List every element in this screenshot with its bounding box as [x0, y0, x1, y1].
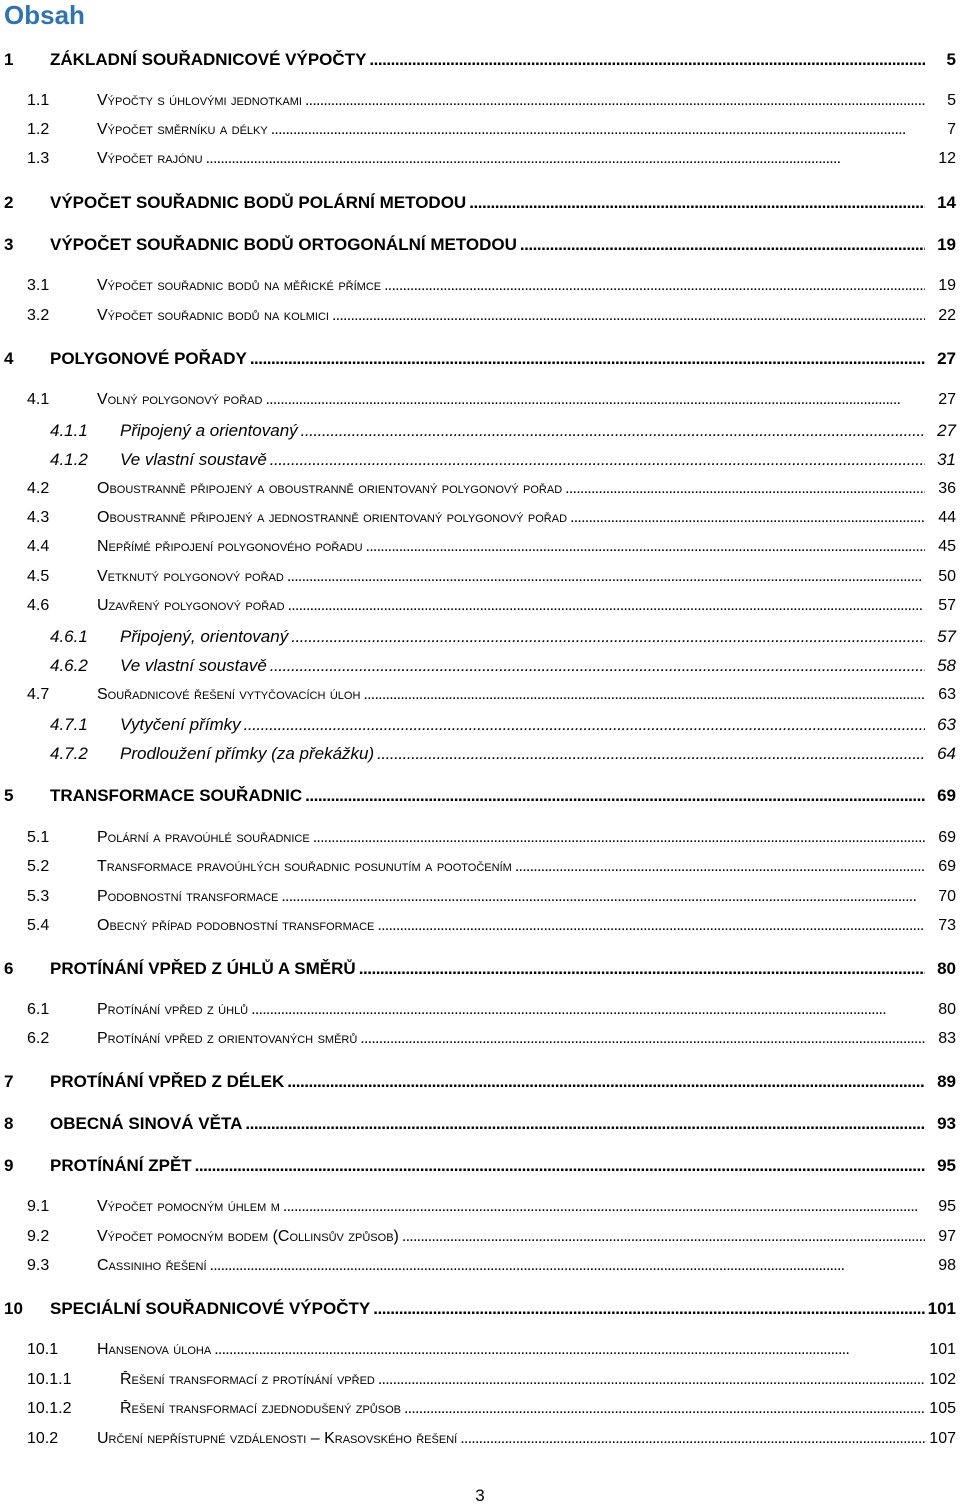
toc-entry-page: 31: [937, 450, 956, 469]
toc-entry-number: 4.7.1: [50, 715, 88, 734]
toc-dot-leader: [565, 480, 925, 498]
toc-entry-title: Protínání vpřed z orientovaných směrů: [97, 1030, 358, 1047]
toc-dot-leader: [366, 538, 925, 556]
toc-dot-leader: [378, 1371, 925, 1389]
toc-entry[interactable]: [0, 235, 960, 259]
toc-entry[interactable]: [0, 1430, 960, 1454]
toc-entry-number: 7: [4, 1072, 14, 1091]
toc-entry-title: TRANSFORMACE SOUŘADNIC: [50, 786, 303, 805]
toc-entry[interactable]: [0, 121, 960, 145]
toc-entry-title: PROTÍNÁNÍ VPŘED Z DÉLEK: [50, 1072, 285, 1091]
toc-entry-label: [50, 1114, 925, 1134]
toc-entry[interactable]: [0, 1228, 960, 1252]
toc-dot-leader: [287, 568, 925, 586]
toc-entry[interactable]: [0, 1030, 960, 1054]
toc-entry-label: [120, 421, 925, 441]
toc-dot-leader: [250, 349, 925, 369]
toc-title: Obsah: [4, 0, 85, 30]
toc-entry-number: 1.3: [27, 150, 50, 167]
toc-entry-page: 98: [938, 1257, 956, 1274]
toc-entry-page: 93: [937, 1114, 956, 1133]
toc-entry-title: Oboustranně připojený a jednostranně orientovaný polygonový pořad: [97, 509, 568, 526]
toc-entry-title: Uzavřený polygonový pořad: [97, 597, 285, 614]
toc-entry[interactable]: [0, 1299, 960, 1323]
toc-entry-number: 4.4: [27, 538, 50, 555]
toc-entry-title: Obecný případ podobnostní transformace: [97, 917, 375, 934]
toc-entry-page: 101: [927, 1299, 956, 1318]
toc-entry-page: 69: [938, 829, 956, 846]
toc-entry[interactable]: [0, 1371, 960, 1395]
toc-entry-page: 27: [937, 349, 956, 368]
toc-entry-page: 19: [937, 235, 956, 254]
toc-entry-title: Polární a pravoúhlé souřadnice: [97, 829, 310, 846]
toc-entry-number: 4.6.2: [50, 656, 88, 675]
toc-entry-title: Protínání vpřed z úhlů: [97, 1001, 249, 1018]
toc-entry-label: [97, 568, 925, 586]
toc-entry-number: 4.5: [27, 568, 50, 585]
toc-entry[interactable]: [0, 450, 960, 474]
toc-entry-page: 58: [937, 656, 956, 675]
toc-entry-number: 9: [4, 1156, 14, 1175]
toc-entry[interactable]: [0, 829, 960, 853]
toc-entry-label: [120, 1400, 925, 1418]
toc-entry-label: [97, 307, 925, 325]
toc-entry-number: 5.1: [27, 829, 50, 846]
toc-entry[interactable]: [0, 92, 960, 116]
toc-entry-title: Vetknutý polygonový pořad: [97, 568, 284, 585]
toc-entry-page: 64: [937, 744, 956, 763]
toc-entry[interactable]: [0, 391, 960, 415]
toc-entry[interactable]: [0, 1001, 960, 1025]
toc-dot-leader: [373, 1299, 925, 1319]
toc-entry[interactable]: [0, 686, 960, 710]
toc-dot-leader: [332, 307, 925, 325]
toc-entry[interactable]: [0, 959, 960, 983]
toc-entry-number: 3.1: [27, 277, 50, 294]
toc-dot-leader: [206, 150, 925, 168]
toc-entry-title: Výpočet směrníku a délky: [97, 121, 268, 138]
toc-entry-number: 6.2: [27, 1030, 50, 1047]
toc-entry-title: ZÁKLADNÍ SOUŘADNICOVÉ VÝPOČTY: [50, 50, 367, 69]
toc-entry-title: VÝPOČET SOUŘADNIC BODŮ POLÁRNÍ METODOU: [50, 193, 467, 212]
toc-entry-title: Výpočet souřadnic bodů na měřické přímce: [97, 277, 382, 294]
toc-entry-label: [97, 917, 925, 935]
toc-entry[interactable]: [0, 1257, 960, 1281]
toc-entry-title: Podobnostní transformace: [97, 888, 279, 905]
toc-entry[interactable]: [0, 1114, 960, 1138]
toc-dot-leader: [305, 786, 925, 806]
toc-entry-label: [50, 1072, 925, 1092]
toc-entry[interactable]: [0, 509, 960, 533]
toc-entry-label: [97, 538, 925, 556]
toc-entry-title: SPECIÁLNÍ SOUŘADNICOVÉ VÝPOČTY: [50, 1299, 371, 1318]
toc-entry-page: 5: [947, 92, 956, 109]
toc-entry-number: 10.1.2: [27, 1400, 72, 1417]
toc-entry-title: Určení nepřístupné vzdálenosti – Krasovského řešení: [97, 1430, 458, 1447]
toc-entry-page: 57: [937, 627, 956, 646]
toc-entry-page: 83: [938, 1030, 956, 1047]
toc-entry-title: Výpočet rajónu: [97, 150, 203, 167]
toc-entry-title: Hansenova úloha: [97, 1341, 212, 1358]
toc-entry-label: [97, 1341, 925, 1359]
toc-entry-title: Připojený a orientovaný: [120, 421, 298, 440]
toc-entry-title: Řešení transformací z protínání vpřed: [120, 1371, 375, 1388]
toc-entry-page: 70: [938, 888, 956, 905]
toc-entry-label: [97, 1228, 925, 1246]
toc-entry-label: [97, 1030, 925, 1048]
toc-entry[interactable]: [0, 656, 960, 680]
toc-entry-number: 1.2: [27, 121, 50, 138]
toc-entry[interactable]: [0, 568, 960, 592]
toc-entry-number: 4.1.2: [50, 450, 88, 469]
toc-entry-label: [97, 92, 925, 110]
toc-entry-number: 6.1: [27, 1001, 50, 1018]
toc-entry-label: [120, 1371, 925, 1389]
toc-entry-label: [97, 277, 925, 295]
toc-entry[interactable]: [0, 193, 960, 217]
toc-entry-number: 1: [4, 50, 14, 69]
toc-entry-title: Výpočty s úhlovými jednotkami: [97, 92, 302, 109]
toc-entry-title: Ve vlastní soustavě: [120, 450, 267, 469]
toc-entry-page: 63: [938, 686, 956, 703]
toc-entry[interactable]: [0, 917, 960, 941]
toc-entry[interactable]: [0, 1072, 960, 1096]
toc-entry-label: [50, 235, 925, 255]
toc-entry-number: 9.1: [27, 1198, 50, 1215]
toc-entry-label: [50, 193, 925, 213]
toc-entry[interactable]: [0, 50, 960, 74]
toc-entry-number: 8: [4, 1114, 14, 1133]
toc-entry-label: [97, 686, 925, 704]
toc-dot-leader: [469, 193, 925, 213]
toc-entry-number: 4.6.1: [50, 627, 88, 646]
toc-entry-page: 107: [929, 1430, 956, 1447]
toc-entry-number: 5.2: [27, 858, 50, 875]
toc-entry-page: 101: [929, 1341, 956, 1358]
toc-entry-label: [50, 959, 925, 979]
toc-entry-number: 6: [4, 959, 14, 978]
toc-entry[interactable]: [0, 1198, 960, 1222]
toc-entry[interactable]: [0, 150, 960, 174]
toc-entry-title: Připojený, orientovaný: [120, 627, 289, 646]
toc-entry-page: 105: [929, 1400, 956, 1417]
toc-dot-leader: [283, 1198, 925, 1216]
toc-entry-page: 57: [938, 597, 956, 614]
toc-entry[interactable]: [0, 1341, 960, 1365]
toc-dot-leader: [244, 715, 925, 735]
toc-entry-number: 4.6: [27, 597, 50, 614]
toc-entry-title: Transformace pravoúhlých souřadnic posunutím a pootočením: [97, 858, 512, 875]
toc-entry-number: 4.1.1: [50, 421, 88, 440]
toc-entry-number: 4.1: [27, 391, 50, 408]
toc-dot-leader: [404, 1400, 925, 1418]
toc-entry-label: [120, 656, 925, 676]
toc-entry[interactable]: [0, 421, 960, 445]
toc-entry-page: 80: [938, 1001, 956, 1018]
toc-entry-number: 3: [4, 235, 14, 254]
toc-entry-label: [97, 888, 925, 906]
toc-dot-leader: [287, 1072, 925, 1092]
toc-entry-label: [97, 1001, 925, 1019]
toc-entry-page: 27: [938, 391, 956, 408]
toc-entry-number: 10: [4, 1299, 23, 1318]
toc-entry-page: 69: [938, 858, 956, 875]
toc-dot-leader: [214, 1341, 925, 1359]
toc-entry-page: 45: [938, 538, 956, 555]
toc-dot-leader: [360, 1030, 925, 1048]
toc-entry-page: 95: [938, 1198, 956, 1215]
toc-dot-leader: [245, 1114, 925, 1134]
toc-dot-leader: [301, 421, 925, 441]
toc-entry-label: [97, 829, 925, 847]
toc-entry[interactable]: [0, 480, 960, 504]
toc-entry-page: 69: [937, 786, 956, 805]
toc-dot-leader: [270, 656, 925, 676]
toc-entry-label: [50, 1299, 925, 1319]
toc-entry[interactable]: [0, 349, 960, 373]
toc-entry-page: 7: [947, 121, 956, 138]
toc-entry-label: [97, 480, 925, 498]
toc-entry-number: 4.7.2: [50, 744, 88, 763]
toc-entry-page: 95: [937, 1156, 956, 1175]
toc-entry-number: 4: [4, 349, 14, 368]
toc-dot-leader: [570, 509, 925, 527]
toc-dot-leader: [265, 391, 925, 409]
toc-entry-page: 27: [937, 421, 956, 440]
toc-entry-number: 9.3: [27, 1257, 50, 1274]
toc-entry[interactable]: [0, 888, 960, 912]
toc-entry-label: [97, 1198, 925, 1216]
toc-dot-leader: [377, 917, 925, 935]
toc-entry-page: 36: [938, 480, 956, 497]
toc-entry-page: 22: [938, 307, 956, 324]
toc-entry-title: POLYGONOVÉ POŘADY: [50, 349, 247, 368]
toc-entry-title: Výpočet pomocným bodem (Collinsův způsob): [97, 1228, 399, 1245]
toc-entry-label: [97, 1430, 925, 1448]
toc-entry-label: [97, 121, 925, 139]
toc-dot-leader: [281, 888, 925, 906]
toc-entry-page: 73: [938, 917, 956, 934]
toc-dot-leader: [210, 1257, 925, 1275]
toc-entry-page: 102: [929, 1371, 956, 1388]
toc-dot-leader: [363, 686, 925, 704]
toc-entry-title: Volný polygonový pořad: [97, 391, 263, 408]
toc-entry-label: [120, 744, 925, 764]
toc-entry-label: [50, 349, 925, 369]
toc-entry-label: [97, 509, 925, 527]
toc-dot-leader: [377, 744, 925, 764]
toc-entry-title: Souřadnicové řešení vytyčovacích úloh: [97, 686, 361, 703]
toc-entry-number: 1.1: [27, 92, 50, 109]
toc-entry[interactable]: [0, 786, 960, 810]
toc-entry-title: Prodloužení přímky (za překážku): [120, 744, 375, 763]
toc-entry-title: Oboustranně připojený a oboustranně orientovaný polygonový pořad: [97, 480, 563, 497]
toc-entry[interactable]: [0, 1400, 960, 1424]
toc-dot-leader: [291, 627, 925, 647]
toc-entry-page: 80: [937, 959, 956, 978]
toc-entry-number: 3.2: [27, 307, 50, 324]
toc-dot-leader: [251, 1001, 925, 1019]
toc-entry-label: [97, 391, 925, 409]
toc-dot-leader: [270, 450, 925, 470]
toc-entry-label: [120, 715, 925, 735]
toc-entry-page: 5: [946, 50, 956, 69]
toc-entry-label: [97, 1257, 925, 1275]
toc-entry[interactable]: [0, 627, 960, 651]
toc-entry-page: 97: [938, 1228, 956, 1245]
toc-entry-title: VÝPOČET SOUŘADNIC BODŮ ORTOGONÁLNÍ METODOU: [50, 235, 517, 254]
toc-entry-title: Nepřímé připojení polygonového pořadu: [97, 538, 363, 555]
toc-entry-number: 5.4: [27, 917, 50, 934]
toc-entry[interactable]: [0, 744, 960, 768]
toc-entry-page: 44: [938, 509, 956, 526]
toc-entry-number: 4.3: [27, 509, 50, 526]
toc-entry-label: [50, 50, 925, 70]
toc-entry-number: 10.1: [27, 1341, 59, 1358]
toc-entry-title: Vytyčení přímky: [120, 715, 241, 734]
toc-entry-page: 89: [937, 1072, 956, 1091]
toc-dot-leader: [195, 1156, 925, 1176]
toc-dot-leader: [288, 597, 925, 615]
toc-entry-number: 10.2: [27, 1430, 59, 1447]
toc-entry-label: [97, 150, 925, 168]
toc-entry[interactable]: [0, 277, 960, 301]
toc-entry-number: 5.3: [27, 888, 50, 905]
toc-entry-label: [97, 597, 925, 615]
toc-dot-leader: [305, 92, 925, 110]
toc-entry-title: PROTÍNÁNÍ ZPĚT: [50, 1156, 192, 1175]
toc-dot-leader: [520, 235, 925, 255]
toc-entry-title: Cassiniho řešení: [97, 1257, 207, 1274]
toc-entry-page: 19: [938, 277, 956, 294]
toc-entry-page: 50: [938, 568, 956, 585]
toc-entry-title: Výpočet souřadnic bodů na kolmici: [97, 307, 329, 324]
toc-entry-title: Výpočet pomocným úhlem m: [97, 1198, 280, 1215]
toc-entry[interactable]: [0, 307, 960, 331]
toc-dot-leader: [271, 121, 925, 139]
toc-entry-label: [97, 858, 925, 876]
toc-dot-leader: [313, 829, 925, 847]
toc-entry-title: Ve vlastní soustavě: [120, 656, 267, 675]
toc-entry[interactable]: [0, 715, 960, 739]
toc-dot-leader: [402, 1228, 925, 1246]
toc-entry-number: 4.7: [27, 686, 50, 703]
toc-entry[interactable]: [0, 858, 960, 882]
toc-entry-title: OBECNÁ SINOVÁ VĚTA: [50, 1114, 243, 1133]
toc-entry-number: 4.2: [27, 480, 50, 497]
toc-entry-title: PROTÍNÁNÍ VPŘED Z ÚHLŮ A SMĚRŮ: [50, 959, 356, 978]
toc-entry-number: 2: [4, 193, 14, 212]
toc-entry-page: 14: [937, 193, 956, 212]
toc-dot-leader: [460, 1430, 925, 1448]
toc-entry-number: 9.2: [27, 1228, 50, 1245]
toc-dot-leader: [369, 50, 925, 70]
toc-entry-label: [120, 627, 925, 647]
toc-entry-page: 12: [938, 150, 956, 167]
toc-dot-leader: [384, 277, 925, 295]
toc-entry-title: Řešení transformací zjednodušený způsob: [120, 1400, 401, 1417]
toc-entry-label: [50, 1156, 925, 1176]
toc-entry-page: 63: [937, 715, 956, 734]
toc-dot-leader: [359, 959, 925, 979]
toc-entry-number: 10.1.1: [27, 1371, 72, 1388]
toc-dot-leader: [515, 858, 925, 876]
page-number: 3: [475, 1486, 485, 1505]
toc-entry[interactable]: [0, 597, 960, 621]
toc-entry[interactable]: [0, 538, 960, 562]
toc-entry-label: [50, 786, 925, 806]
toc-entry-number: 5: [4, 786, 14, 805]
toc-entry-label: [120, 450, 925, 470]
toc-entry[interactable]: [0, 1156, 960, 1180]
